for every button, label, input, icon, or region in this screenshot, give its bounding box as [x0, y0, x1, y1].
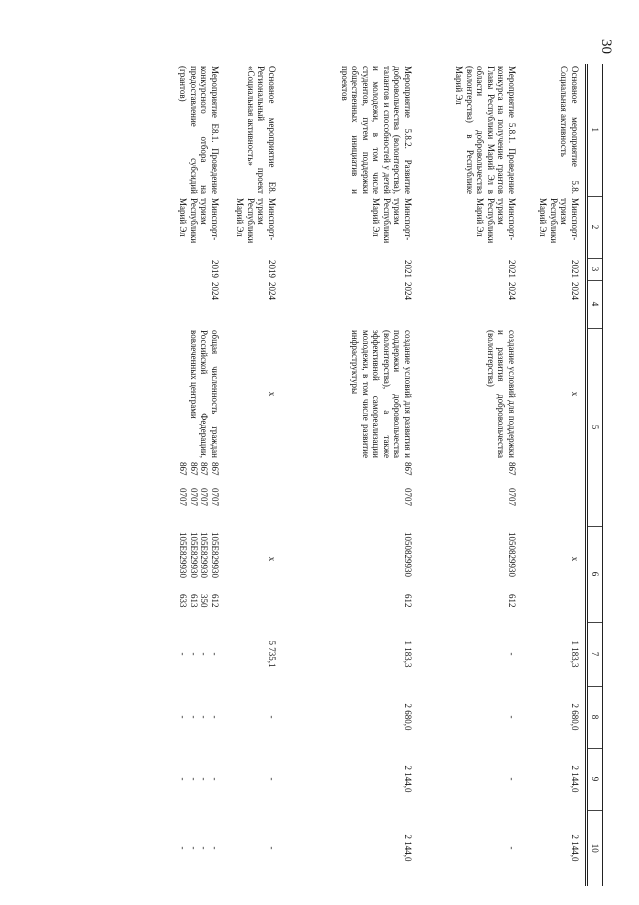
expected-result: создание условий для поддержки и развития добровольчества (волонтерства) — [486, 330, 517, 458]
start-year: 2019 — [210, 260, 220, 278]
start-year: 2021 — [570, 260, 580, 278]
value-col-7: - — [178, 652, 189, 656]
start-year: 2021 — [507, 260, 517, 278]
section-code: 0707 — [210, 488, 220, 506]
start-year: 2021 — [403, 260, 413, 278]
section-code: 0707 — [178, 488, 189, 506]
section-code: 0707 — [189, 488, 199, 506]
value-col-7: - — [199, 652, 210, 656]
start-year: 2019 — [267, 260, 277, 278]
event-title: Основное мероприятие 5.8. Социальная активность — [559, 66, 580, 194]
target-article: 105E829930 — [178, 532, 189, 579]
executor: Минспорт-туризм Республики Марий Эл — [538, 198, 580, 244]
section-code: 0707 — [199, 488, 210, 506]
col-header-9: 9 — [587, 748, 603, 810]
value-col-10: - — [199, 846, 210, 850]
value-col-7: - — [210, 652, 220, 656]
grbs-code — [225, 460, 282, 486]
target-article: 1050829930 — [507, 532, 517, 578]
target-article: 105E829930 — [189, 532, 199, 579]
end-year: 2024 — [210, 282, 220, 300]
target-article: х — [570, 556, 580, 562]
value-col-8: 2 680,0 — [403, 703, 413, 731]
target-article: х — [267, 556, 277, 562]
value-col-7: 1 183,3 — [403, 640, 413, 668]
expected-result: х — [570, 391, 580, 397]
value-col-8: - — [507, 715, 517, 719]
value-col-8: - — [199, 715, 210, 719]
executor: Минспорт-туризм Республики Марий Эл — [235, 198, 277, 244]
grbs-code: 867 — [178, 462, 189, 476]
expense-type — [225, 592, 282, 622]
value-col-8-list — [140, 686, 225, 748]
col-header-10: 10 — [587, 810, 603, 886]
expense-type: 633 — [178, 594, 189, 608]
value-col-10: - — [210, 846, 220, 850]
event-title: Мероприятие 5.8.1. Проведение конкурса на получение грантов Главы Республики Марий Эл в области добровольчества (волонтерства) в Республике Марий Эл — [454, 66, 517, 194]
value-col-8: - — [189, 715, 199, 719]
value-col-9: 2 144,0 — [403, 765, 413, 793]
value-col-9: - — [178, 777, 189, 781]
end-year: 2024 — [267, 282, 277, 300]
value-col-9: - — [199, 777, 210, 781]
executor: Минспорт-туризм Республики Марий Эл — [475, 198, 517, 244]
value-col-7: 1 183,3 — [570, 640, 580, 668]
section-code — [225, 486, 282, 526]
expected-result: создание условий для развития и поддержки добровольчества (волонтерства), а также эффективной самореализации молодежи, в том числе развитие инфраструктуры — [350, 330, 413, 458]
event-title: Мероприятие E8.1. Проведение конкурсного отбора на предоставление субсидий (грантов) — [178, 66, 220, 194]
value-col-10: 2 144,0 — [570, 834, 580, 862]
value-col-7: - — [189, 652, 199, 656]
end-year: 2024 — [403, 282, 413, 300]
grbs-code: 867 — [199, 462, 210, 476]
target-article-list — [140, 526, 225, 592]
value-col-7: - — [507, 652, 517, 656]
table-row — [282, 64, 418, 886]
value-col-8: - — [267, 715, 277, 719]
table-row — [522, 64, 587, 886]
budget-table — [140, 64, 603, 886]
col-header-6: 6 — [587, 526, 603, 622]
col-header-7: 7 — [587, 622, 603, 686]
section-code — [522, 486, 587, 526]
value-col-10: - — [267, 846, 277, 850]
value-col-8: - — [210, 715, 220, 719]
executor: Минспорт-туризм Республики Марий Эл — [371, 198, 413, 244]
table-row — [418, 64, 522, 886]
target-article: 105E829930 — [210, 532, 220, 579]
expense-type: 613 — [189, 594, 199, 608]
expense-type: 612 — [403, 594, 413, 608]
event-title: Основное мероприятие E8. Региональный проект «Социальная активность» — [246, 66, 277, 194]
executor: Минспорт-туризм Республики Марий Эл — [178, 198, 220, 244]
value-col-8: - — [178, 715, 189, 719]
col-header-2: 2 — [587, 196, 603, 258]
grbs-code-list — [140, 460, 225, 486]
grbs-code: 867 — [403, 462, 413, 476]
value-col-9: - — [189, 777, 199, 781]
expected-result: общая численность граждан Российской Федерации, вовлеченных центрами — [189, 330, 220, 458]
grbs-code: 867 — [210, 462, 220, 476]
col-header-5: 5 — [587, 328, 603, 526]
expense-type: 612 — [507, 594, 517, 608]
col-header-3: 3 — [587, 258, 603, 280]
expense-type-list — [140, 592, 225, 622]
section-code-list — [140, 486, 225, 526]
col-header-8: 8 — [587, 686, 603, 748]
section-code: 0707 — [403, 488, 413, 506]
col-header-1: 1 — [587, 64, 603, 196]
value-col-7: 5 735,1 — [267, 640, 277, 668]
grbs-code: 867 — [507, 462, 517, 476]
value-col-10: - — [178, 846, 189, 850]
value-col-10: - — [189, 846, 199, 850]
event-title: Мероприятие 5.8.2. Развитие добровольчества (волонтерства), талантов и способностей у детей и молодежи, в том числе студентов, путем поддержки общественных инициатив и проектов — [340, 66, 413, 194]
value-col-9: - — [210, 777, 220, 781]
grbs-code: 867 — [189, 462, 199, 476]
value-col-8: 2 680,0 — [570, 703, 580, 731]
value-col-9: - — [267, 777, 277, 781]
value-col-9-list — [140, 748, 225, 810]
value-col-10: 2 144,0 — [403, 834, 413, 862]
page-number: 30 — [598, 39, 614, 54]
column-number-row — [587, 64, 603, 886]
expense-type: 612 — [210, 594, 220, 608]
col-header-4: 4 — [587, 280, 603, 328]
expense-type: 350 — [199, 594, 210, 608]
section-code: 0707 — [507, 488, 517, 506]
value-col-10: - — [507, 846, 517, 850]
value-col-10-list — [140, 810, 225, 886]
end-year: 2024 — [507, 282, 517, 300]
value-col-9: - — [507, 777, 517, 781]
rotated-table-sheet — [119, 64, 603, 886]
grbs-code — [522, 460, 587, 486]
target-article: 1050829930 — [403, 532, 413, 578]
value-col-9: 2 144,0 — [570, 765, 580, 793]
table-row — [140, 64, 225, 886]
target-article: 105E829930 — [199, 532, 210, 579]
expense-type — [522, 592, 587, 622]
end-year: 2024 — [570, 282, 580, 300]
table-row — [225, 64, 282, 886]
expected-result: х — [267, 391, 277, 397]
value-col-7-list — [140, 622, 225, 686]
